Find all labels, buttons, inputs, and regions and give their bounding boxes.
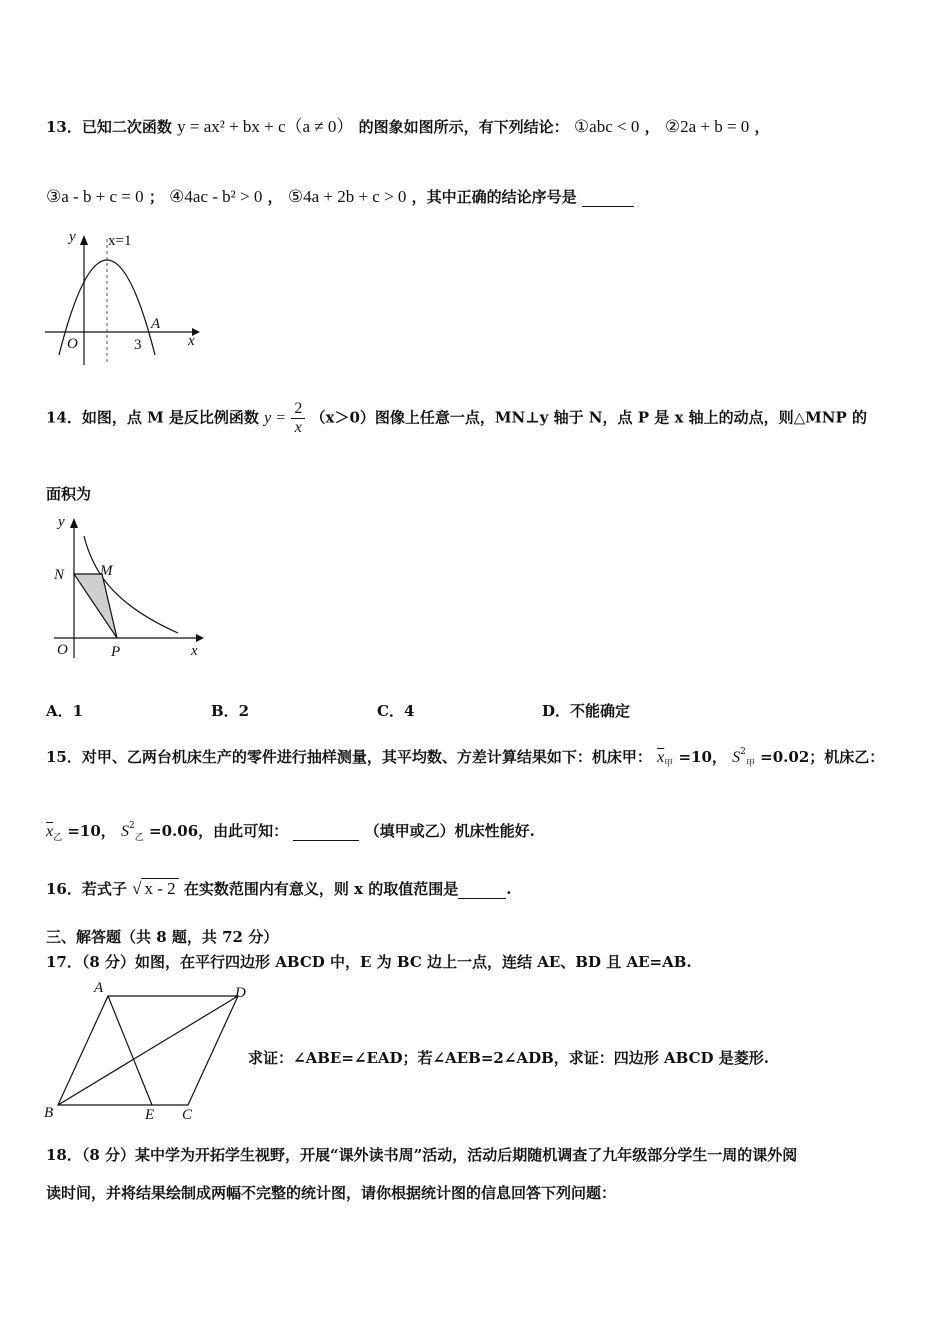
q13-conclusion-3: ③a - b + c = 0 (46, 187, 144, 206)
y-axis-arrow (80, 235, 88, 245)
q15-xbar-jia: $\overline{x}$ (657, 749, 665, 766)
q13-prefix: 13．已知二次函数 (46, 118, 172, 136)
origin-label: O (67, 336, 78, 352)
q15-sup-jia: 2 (740, 747, 746, 757)
q15-line1 (46, 746, 884, 769)
x-axis-arrow (196, 634, 204, 642)
y-label: y (58, 514, 65, 530)
q14-func-lhs: y = (264, 409, 287, 427)
q16-radicand: x - 2 (141, 878, 178, 898)
x-label: x (188, 333, 195, 349)
tick-3-label: 3 (134, 337, 142, 353)
segment-ae (108, 996, 152, 1105)
q15-mean-yi: =10， (67, 822, 116, 840)
q17-parallelogram-graph (40, 975, 255, 1125)
origin-label: O (57, 642, 68, 658)
y-axis-arrow (70, 518, 78, 528)
q13-line1 (46, 112, 770, 137)
q16-mid-text: 在实数范围内有意义，则 x 的取值范围是 (183, 880, 459, 898)
q13-parabola-graph (40, 225, 210, 375)
q14-option-a[interactable]: A．1 (46, 702, 84, 720)
q14-denominator: x (294, 419, 302, 436)
q15-answer-blank[interactable] (293, 822, 359, 841)
q15-line2 (46, 820, 535, 843)
q15-s-jia: S (732, 749, 741, 766)
q14-hyperbola-graph (40, 508, 215, 663)
q14-prefix: 14．如图，点 M 是反比例函数 (46, 408, 259, 427)
q13-sep: ； (148, 188, 164, 206)
q15-suffix: （填甲或乙）机床性能好. (364, 822, 535, 840)
section-title: 三、解答题（共 8 题，共 72 分） (46, 928, 279, 946)
q13-question-text: ，其中正确的结论序号是 (411, 188, 577, 206)
point-a-label: A (94, 980, 104, 996)
q14-option-b[interactable]: B．2 (211, 702, 250, 720)
point-e-label: E (145, 1107, 155, 1123)
q13-sep: ， (754, 118, 770, 136)
q16-suffix: . (506, 880, 512, 898)
point-c-label: C (182, 1107, 193, 1123)
q14-option-d[interactable]: D．不能确定 (542, 702, 631, 720)
point-m-label: M (100, 563, 113, 579)
y-label: y (69, 229, 76, 245)
q16-answer-blank[interactable] (458, 880, 506, 899)
q13-conclusion-1: ①abc < 0 (573, 117, 640, 136)
q14-line2: 面积为 (46, 485, 92, 503)
point-b-label: B (44, 1105, 54, 1121)
q16-prefix: 16．若式子 (46, 880, 127, 898)
x-label: x (191, 643, 198, 659)
point-n-label: N (54, 567, 65, 583)
q15-sup-yi: 2 (129, 821, 135, 831)
q15-sub-yi2: 乙 (134, 833, 144, 843)
q16-line (46, 878, 511, 899)
q15-sub-yi: 乙 (53, 833, 63, 843)
q15-prefix: 15．对甲、乙两台机床生产的零件进行抽样测量，其平均数、方差计算结果如下：机床甲： (46, 748, 652, 766)
q15-s-yi: S (121, 823, 130, 840)
triangle-mnp (74, 574, 117, 638)
q13-conclusion-5: ⑤4a + 2b + c > 0 (287, 187, 407, 206)
q17-proof-text: 求证：∠ABE=∠EAD；若∠AEB=2∠ADB，求证：四边形 ABCD 是菱形. (248, 1049, 769, 1067)
q15-xbar-yi: $\overline{x}$ (46, 823, 54, 840)
q18-line1: 18．（8 分）某中学为开拓学生视野，开展“课外读书周”活动，活动后期随机调查了九年级部分学生一周的课外阅 (46, 1146, 798, 1164)
q16-sqrt: √ x - 2 (132, 878, 179, 898)
q13-line2 (46, 186, 634, 207)
q14-line1 (46, 400, 867, 437)
axis-label: x=1 (108, 233, 132, 249)
q14-numerator: 2 (291, 400, 305, 419)
q13-conclusion-2: ②2a + b = 0 (664, 117, 750, 136)
q15-mean-jia: =10， (678, 748, 727, 766)
q13-sep: ， (644, 118, 660, 136)
q13-conclusion-4: ④4ac - b² > 0 (169, 187, 263, 206)
q17-text: 17．（8 分）如图，在平行四边形 ABCD 中，E 为 BC 边上一点，连结 AE、BD 且 AE=AB. (46, 953, 692, 971)
point-d-label: D (235, 985, 246, 1001)
segment-bd (58, 996, 238, 1105)
q13-answer-blank[interactable] (582, 188, 634, 207)
q18-line2: 读时间，并将结果绘制成两幅不完整的统计图，请你根据统计图的信息回答下列问题： (46, 1184, 617, 1202)
q14-fraction (291, 400, 305, 437)
q13-function: y = ax² + bx + c（a ≠ 0） (177, 117, 354, 136)
q14-suffix: （x＞0）图像上任意一点，MN⊥y 轴于 N，点 P 是 x 轴上的动点，则△MNP 的 (310, 408, 867, 427)
point-p-label: P (111, 644, 121, 660)
q13-mid-text: 的图象如图所示，有下列结论： (358, 118, 569, 136)
q15-var-yi: =0.06，由此可知： (149, 822, 289, 840)
point-a-label: A (151, 316, 161, 332)
q15-sub-jia: 甲 (664, 759, 674, 769)
q14-option-c[interactable]: C．4 (377, 702, 415, 720)
q13-sep: ， (267, 188, 283, 206)
q15-sub-jia2: 甲 (745, 759, 755, 769)
q15-var-jia: =0.02；机床乙： (760, 748, 885, 766)
